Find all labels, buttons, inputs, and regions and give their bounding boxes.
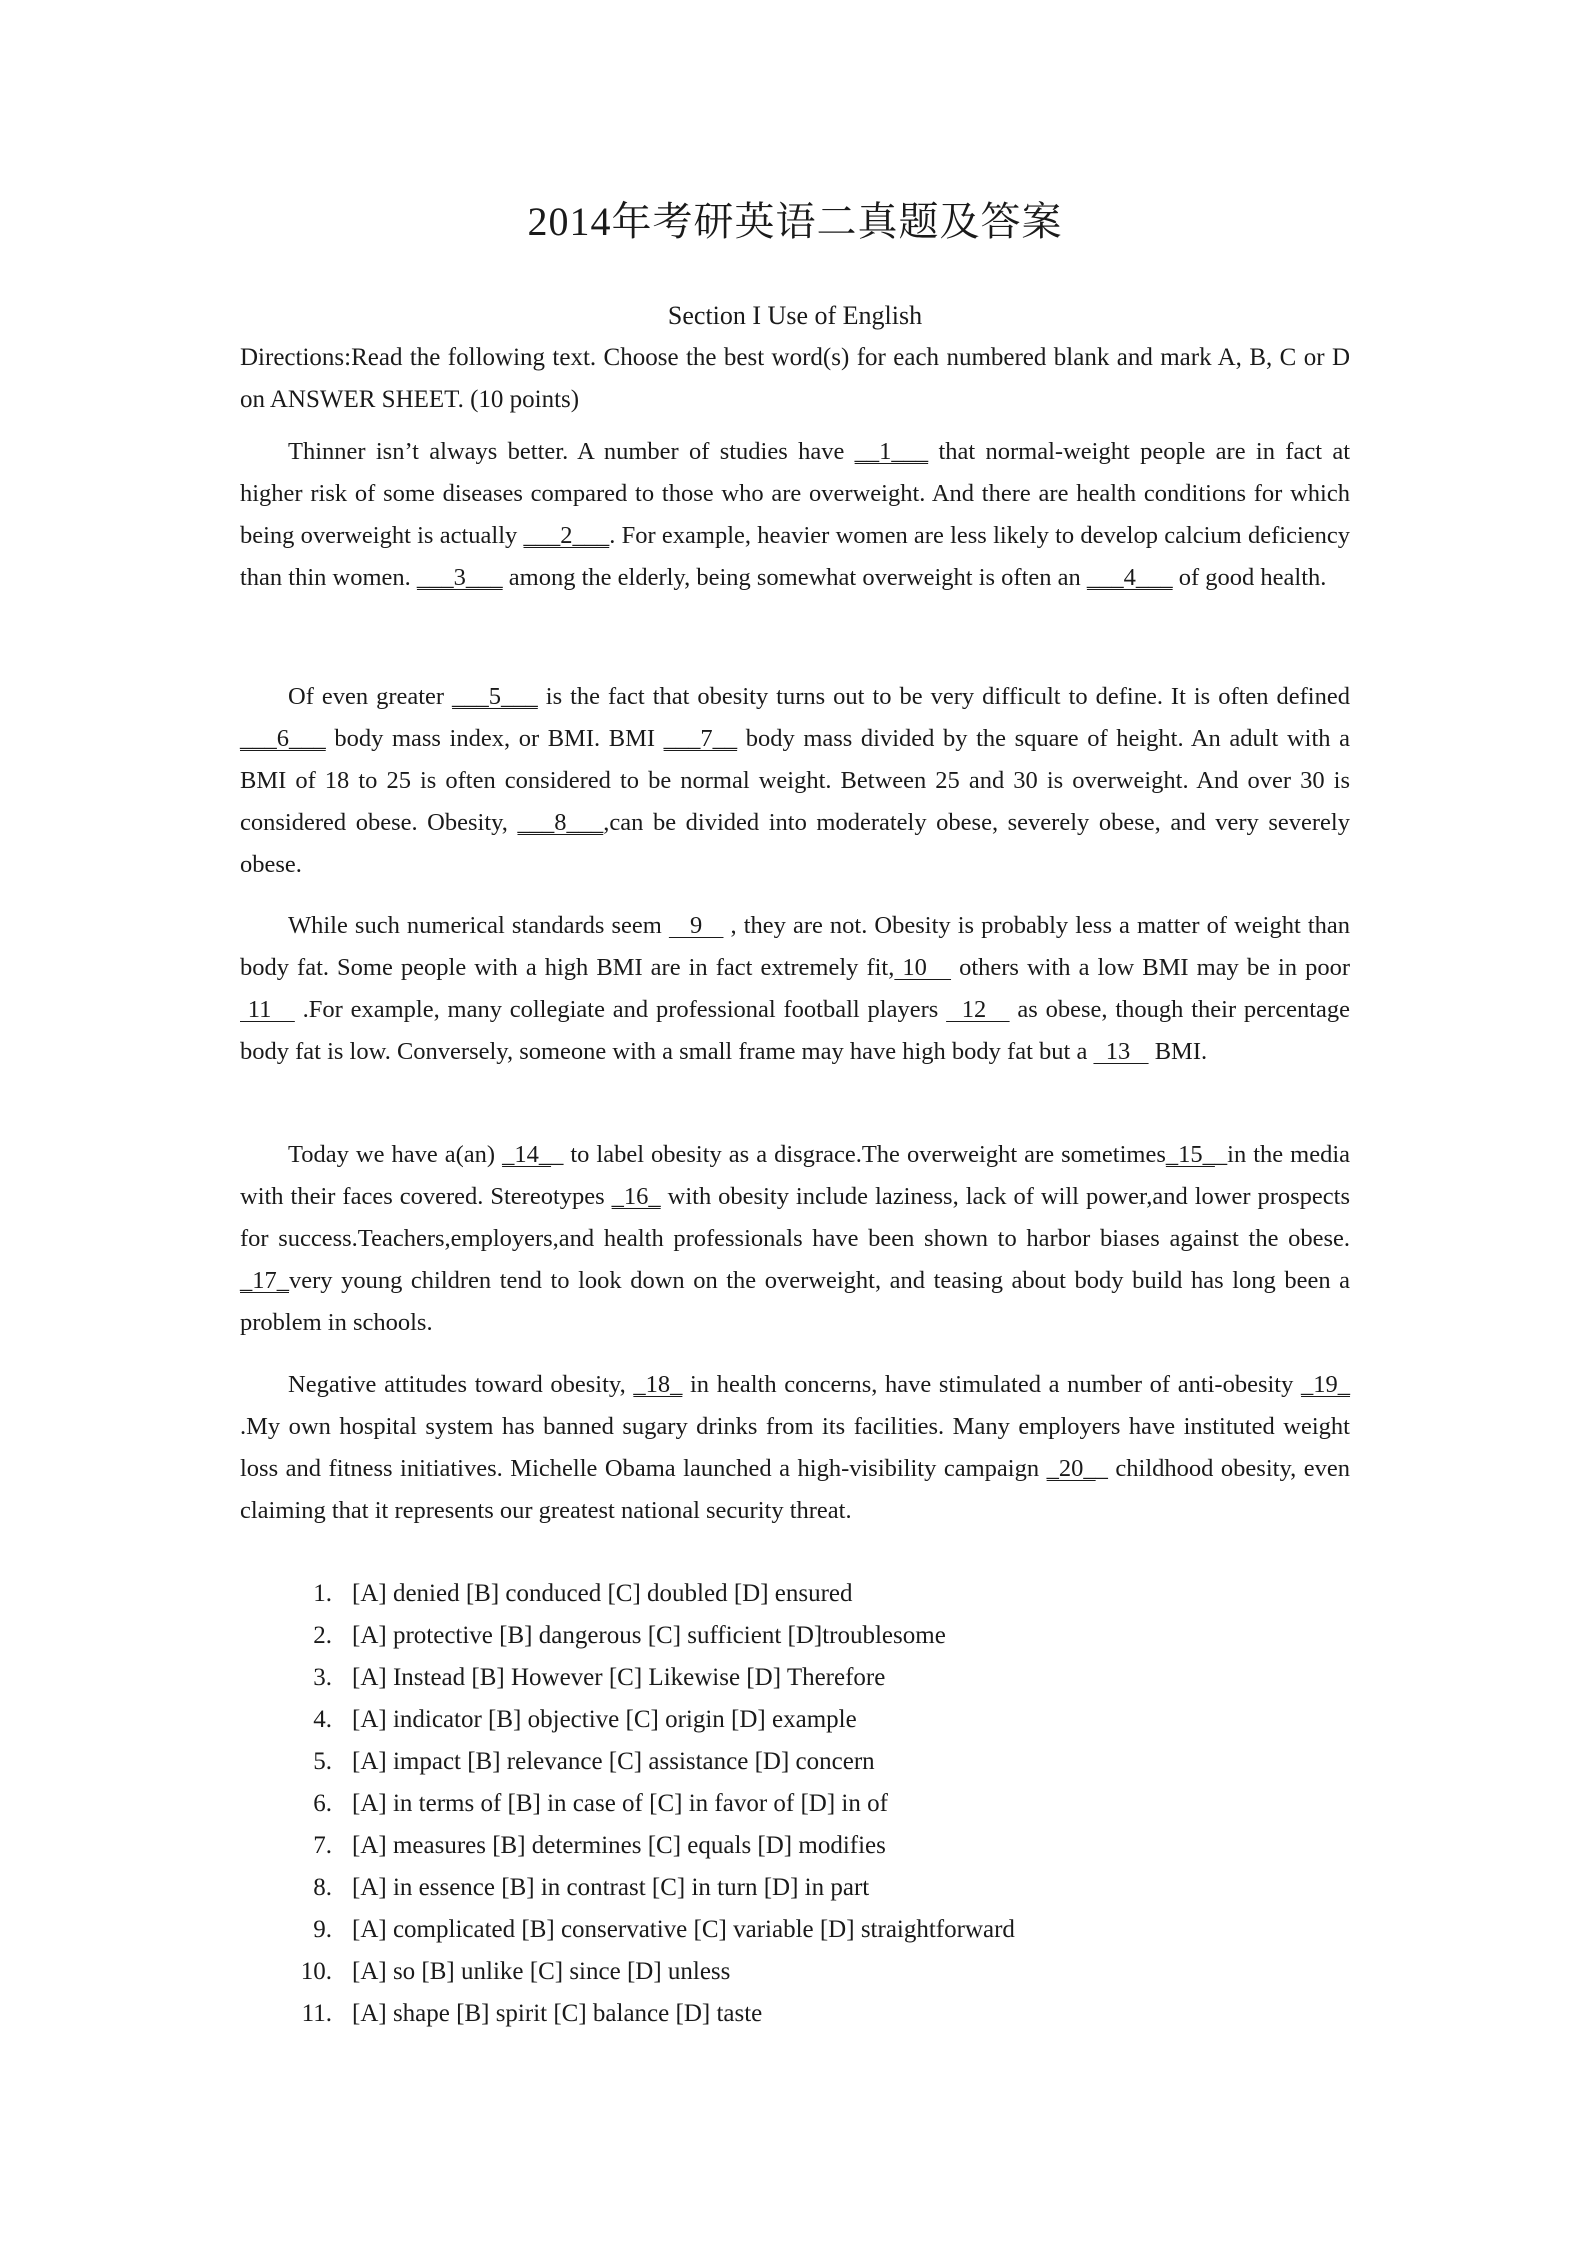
section-heading: Section I Use of English (667, 301, 923, 330)
blank-16: _16_ (611, 1183, 661, 1210)
text-segment: of good health. (1172, 564, 1327, 591)
text-segment: Today we have a(an) (288, 1141, 503, 1168)
option-number: 4. (313, 1706, 332, 1733)
blank-18: _18_ (633, 1371, 683, 1398)
passage-paragraph-1 (240, 431, 1350, 599)
blank-14: _14_ (502, 1141, 552, 1168)
text-segment: that normal-weight people are in fact at higher risk of some diseases compared to those who are overweight. And there are health conditions for which being overweight is actually (240, 438, 1350, 549)
option-item (240, 1951, 1350, 1993)
blank-17: _17_ (240, 1267, 289, 1294)
option-item (240, 1615, 1350, 1657)
blank-12: 12 (946, 996, 1010, 1023)
text-segment: _ to label obesity as a disgrace.The overweight are sometimes (551, 1141, 1166, 1168)
blank-15: _15_ (1165, 1141, 1215, 1168)
blank-20: _20_ (1046, 1455, 1096, 1482)
option-item (240, 1783, 1350, 1825)
text-segment: .For example, many collegiate and professional football players (294, 996, 947, 1023)
option-item (240, 1993, 1350, 2035)
option-text: [A] protective [B] dangerous [C] sufficient [D]troublesome (352, 1622, 946, 1649)
text-segment: , they are not. Obesity is probably less a matter of weight than body fat. Some people with a high BMI are in fact extremely fit, (240, 912, 1350, 981)
passage-paragraph-5 (240, 1364, 1350, 1532)
option-item (240, 1699, 1350, 1741)
text-segment: is the fact that obesity turns out to be very difficult to define. It is often defined (537, 683, 1350, 710)
option-number: 7. (313, 1832, 332, 1859)
option-text: [A] so [B] unlike [C] since [D] unless (352, 1958, 731, 1985)
text-segment: body mass index, or BMI. BMI (325, 725, 664, 752)
directions-text: Read the following text. Choose the best word(s) for each numbered blank and mark A, B, C or D on ANSWER SHEET. (10 points) (240, 344, 1350, 413)
option-item (240, 1825, 1350, 1867)
blank-7: ___7__ (663, 725, 738, 752)
text-segment: in health concerns, have stimulated a number of anti-obesity (682, 1371, 1302, 1398)
option-item (240, 1741, 1350, 1783)
text-segment: _in the media with their faces covered. Stereotypes (240, 1141, 1351, 1210)
text-segment: Thinner isn’t always better. A number of studies have (288, 438, 855, 465)
blank-10: 10 (894, 954, 952, 981)
passage-paragraph-3 (240, 905, 1350, 1073)
text-segment: others with a low BMI may be in poor (951, 954, 1350, 981)
option-text: [A] indicator [B] objective [C] origin [D] example (352, 1706, 857, 1733)
text-segment: body mass divided by the square of height. An adult with a BMI of 18 to 25 is often considered to be normal weight. Between 25 and 30 is overweight. And over 30 is considered obese. Obesity, (240, 725, 1350, 836)
blank-19: _19_ (1301, 1371, 1351, 1398)
text-segment: as obese, though their percentage body fat is low. Conversely, someone with a small frame may have high body fat but a (240, 996, 1351, 1065)
option-item (240, 1867, 1350, 1909)
option-text: [A] in terms of [B] in case of [C] in favor of [D] in of (352, 1790, 888, 1817)
blank-3: ___3___ (416, 564, 503, 591)
option-text: [A] shape [B] spirit [C] balance [D] taste (352, 2000, 763, 2027)
passage-paragraph-4 (240, 1134, 1350, 1344)
blank-6: ___6___ (240, 725, 326, 752)
option-item (240, 1909, 1350, 1951)
option-item (240, 1573, 1350, 1615)
blank-8: ___8___ (517, 809, 604, 836)
directions-label: Directions: (240, 344, 352, 371)
blank-4: ___4___ (1086, 564, 1173, 591)
text-segment: very young children tend to look down on the overweight, and teasing about body build has long been a problem in schools. (240, 1267, 1350, 1336)
option-text: [A] Instead [B] However [C] Likewise [D] Therefore (352, 1664, 886, 1691)
option-number: 5. (313, 1748, 332, 1775)
text-segment: among the elderly, being somewhat overweight is often an (502, 564, 1087, 591)
text-segment: While such numerical standards seem (288, 912, 669, 939)
option-text: [A] in essence [B] in contrast [C] in turn [D] in part (352, 1874, 870, 1901)
option-text: [A] impact [B] relevance [C] assistance [D] concern (352, 1748, 875, 1775)
blank-11: 11 (240, 996, 295, 1023)
text-segment: .My own hospital system has banned sugary drinks from its facilities. Many employers have instituted weight loss and fitness initiatives. Michelle Obama launched a high-visibility campaign (240, 1413, 1350, 1482)
blank-1: __1___ (854, 438, 929, 465)
option-number: 6. (313, 1790, 332, 1817)
passage-paragraph-2 (240, 676, 1350, 886)
option-number: 9. (313, 1916, 332, 1943)
text-segment: Of even greater (288, 683, 453, 710)
option-text: [A] denied [B] conduced [C] doubled [D] ensured (352, 1580, 853, 1607)
blank-13: 13 (1093, 1038, 1149, 1065)
option-number: 8. (313, 1874, 332, 1901)
option-number: 11. (301, 2000, 332, 2027)
text-segment: BMI. (1148, 1038, 1208, 1065)
answer-options-list (240, 1573, 1350, 2035)
page-title: 2014年考研英语二真题及答案 (527, 199, 1063, 244)
blank-5: ___5___ (452, 683, 538, 710)
option-number: 3. (313, 1664, 332, 1691)
option-item (240, 1657, 1350, 1699)
option-text: [A] complicated [B] conservative [C] variable [D] straightforward (352, 1916, 1015, 1943)
text-segment: . For example, heavier women are less likely to develop calcium deficiency than thin women. (240, 522, 1350, 591)
option-text: [A] measures [B] determines [C] equals [D] modifies (352, 1832, 886, 1859)
text-segment: ,can be divided into moderately obese, severely obese, and very severely obese. (240, 809, 1350, 878)
directions (240, 337, 1350, 421)
blank-9: 9 (668, 912, 724, 939)
option-number: 1. (313, 1580, 332, 1607)
text-segment: _ childhood obesity, even claiming that it represents our greatest national security threat. (240, 1455, 1350, 1524)
option-number: 2. (313, 1622, 332, 1649)
text-segment: Negative attitudes toward obesity, (288, 1371, 634, 1398)
text-segment: with obesity include laziness, lack of will power,and lower prospects for success.Teachers,employers,and health professionals have been shown to harbor biases against the obese. (240, 1183, 1350, 1252)
blank-2: ___2___ (523, 522, 610, 549)
option-number: 10. (300, 1958, 332, 1985)
